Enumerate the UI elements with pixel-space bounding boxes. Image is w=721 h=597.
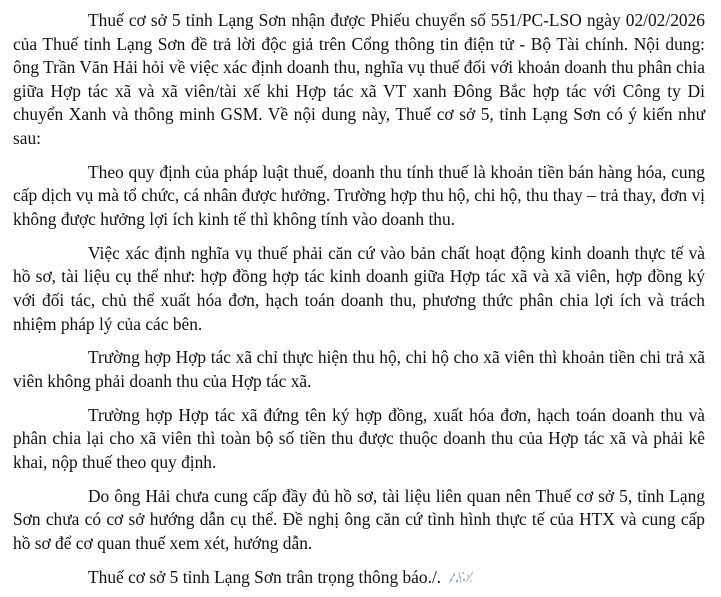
paragraph-insufficient-documents: Do ông Hải chưa cung cấp đầy đủ hồ sơ, tài liệu liên quan nên Thuế cơ sở 5, tỉnh Lạng Sơn chưa có cơ sở hướng dẫn cụ thể. Đề nghị ông căn cứ tình hình thực tế của HTX và cung cấp hồ sơ để cơ quan thuế xem xét, hướng dẫn. <box>13 485 705 553</box>
paragraph-closing <box>13 566 705 590</box>
closing-text: Thuế cơ sở 5 tỉnh Lạng Sơn trân trọng thông báo./. <box>88 566 442 587</box>
paragraph-tax-obligation-basis: Việc xác định nghĩa vụ thuế phải căn cứ vào bản chất hoạt động kinh doanh thực tế và hồ sơ, tài liệu cụ thể như: hợp đồng hợp tác kinh doanh giữa Hợp tác xã và xã viên, hợp đồng ký với đối tác, chủ thể xuất hóa đơn, hạch toán doanh thu, phương thức phân chia lợi ích và trách nhiệm pháp lý của các bên. <box>13 242 705 334</box>
paragraph-revenue-definition: Theo quy định của pháp luật thuế, doanh thu tính thuế là khoản tiền bán hàng hóa, cung cấp dịch vụ mà tổ chức, cá nhân được hưởng. Trường hợp thu hộ, chi hộ, thu thay – trả thay, đơn vị không được hưởng lợi ích kinh tế thì không tính vào doanh thu. <box>13 161 705 229</box>
paragraph-collection-on-behalf-case: Trường hợp Hợp tác xã chỉ thực hiện thu hộ, chi hộ cho xã viên thì khoản tiền chi trả xã viên không phải doanh thu của Hợp tác xã. <box>13 347 705 391</box>
paragraph-intro: Thuế cơ sở 5 tỉnh Lạng Sơn nhận được Phiếu chuyển số 551/PC-LSO ngày 02/02/2026 của Thuế tỉnh Lạng Sơn đề trả lời độc giả trên Cổng thông tin điện tử - Bộ Tài chính. Nội dung: ông Trần Văn Hải hỏi về việc xác định doanh thu, nghĩa vụ thuế đối với khoản doanh thu phân chia giữa Hợp tác xã và xã viên/tài xế khi Hợp tác xã VT xanh Đông Bắc hợp tác với Công ty Di chuyển Xanh và thông minh GSM. Về nội dung này, Thuế cơ sở 5, tỉnh Lạng Sơn có ý kiến như sau: <box>13 10 705 148</box>
paragraph-cooperative-contract-case: Trường hợp Hợp tác xã đứng tên ký hợp đồng, xuất hóa đơn, hạch toán doanh thu và phân chia lại cho xã viên thì toàn bộ số tiền thu được thuộc doanh thu của Hợp tác xã và phải kê khai, nộp thuế theo quy định. <box>13 404 705 472</box>
document-body <box>13 9 705 589</box>
stray-ink-marks <box>445 568 479 586</box>
